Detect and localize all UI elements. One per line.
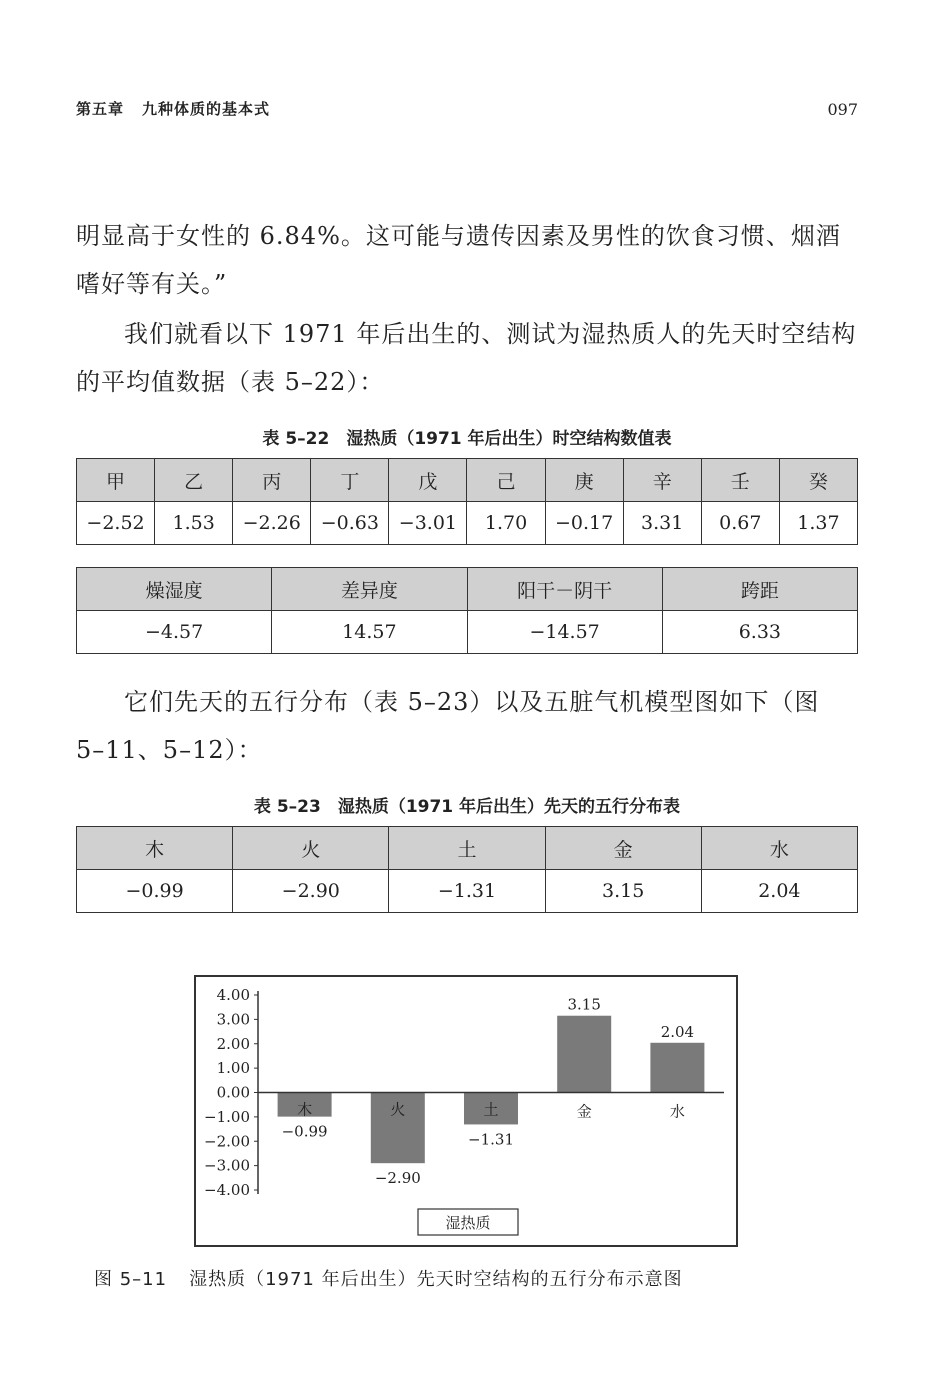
element-value-cell: −2.90 [233, 870, 389, 913]
stem-value-cell: −2.52 [77, 502, 155, 545]
stem-header-cell: 辛 [623, 459, 701, 502]
bar-chart-svg [196, 977, 736, 1245]
y-tick-label: −2.00 [204, 1132, 250, 1151]
y-tick-label: 1.00 [216, 1059, 250, 1078]
element-header-cell: 火 [233, 827, 389, 870]
paragraph-line: 明显高于女性的 6.84%。这可能与遗传因素及男性的饮食习惯、烟酒 [76, 222, 841, 250]
stem-header-cell: 壬 [701, 459, 779, 502]
stem-header-cell: 己 [467, 459, 545, 502]
element-value-cell: 3.15 [545, 870, 701, 913]
stem-header-cell: 丁 [311, 459, 389, 502]
stem-value-cell: −0.17 [545, 502, 623, 545]
paragraph-line: 它们先天的五行分布（表 5–23）以及五脏气机模型图如下（图 [124, 688, 820, 716]
table-22-stems [76, 458, 858, 545]
metric-header-cell: 阳干－阴干 [467, 568, 662, 611]
table-22-metrics [76, 567, 858, 654]
paragraph-1 [76, 212, 858, 308]
five-elements-chart [194, 975, 738, 1247]
chapter-number: 第五章 [76, 100, 125, 118]
chapter-title: 九种体质的基本式 [142, 100, 271, 118]
element-header-cell: 木 [77, 827, 233, 870]
element-header-cell: 土 [389, 827, 545, 870]
metric-value-cell: −14.57 [467, 611, 662, 654]
bar [650, 1043, 704, 1093]
stem-header-cell: 乙 [155, 459, 233, 502]
figure-caption [94, 1265, 683, 1291]
category-label: 木 [297, 1100, 313, 1119]
table-row [77, 611, 858, 654]
figure-title: 湿热质（1971 年后出生）先天时空结构的五行分布示意图 [189, 1269, 683, 1290]
stem-header-cell: 癸 [779, 459, 857, 502]
metric-value-cell: 14.57 [272, 611, 467, 654]
element-header-cell: 水 [701, 827, 857, 870]
category-label: 火 [390, 1100, 406, 1119]
stem-value-cell: 1.37 [779, 502, 857, 545]
stem-value-cell: −2.26 [233, 502, 311, 545]
table-header-row [77, 827, 858, 870]
data-label: 3.15 [567, 995, 601, 1014]
figure-number: 图 5–11 [94, 1269, 168, 1290]
table-22-caption: 表 5–22 湿热质（1971 年后出生）时空结构数值表 [262, 429, 672, 449]
y-tick-label: 0.00 [216, 1083, 250, 1102]
y-tick-label: 3.00 [216, 1010, 250, 1029]
stem-value-cell: 1.53 [155, 502, 233, 545]
y-tick-label: 2.00 [216, 1034, 250, 1053]
page-number: 097 [827, 100, 858, 119]
table-row [77, 502, 858, 545]
element-value-cell: −1.31 [389, 870, 545, 913]
data-label: 2.04 [660, 1022, 695, 1041]
table-header-row [77, 459, 858, 502]
stem-value-cell: −3.01 [389, 502, 467, 545]
metric-header-cell: 跨距 [662, 568, 857, 611]
stem-value-cell: 3.31 [623, 502, 701, 545]
y-tick-label: −1.00 [204, 1107, 250, 1126]
paragraph-line: 嗜好等有关。” [76, 270, 228, 298]
metric-value-cell: −4.57 [77, 611, 272, 654]
y-tick-label: −4.00 [204, 1181, 250, 1199]
y-tick-label: −3.00 [204, 1156, 250, 1175]
stem-value-cell: 0.67 [701, 502, 779, 545]
metric-header-cell: 差异度 [272, 568, 467, 611]
paragraph-line: 的平均值数据（表 5–22）： [76, 368, 385, 396]
table-header-row [77, 568, 858, 611]
stem-value-cell: −0.63 [311, 502, 389, 545]
data-label: −1.31 [468, 1130, 514, 1149]
page-header [76, 98, 858, 119]
data-label: −0.99 [281, 1122, 328, 1141]
stem-header-cell: 丙 [233, 459, 311, 502]
bar [557, 1016, 611, 1093]
table-23-five-elements [76, 826, 858, 913]
paragraph-line: 5–11、5–12）： [76, 736, 263, 764]
table-row [77, 870, 858, 913]
paragraph-3 [76, 678, 858, 774]
table-23-caption: 表 5–23 湿热质（1971 年后出生）先天的五行分布表 [253, 797, 681, 817]
stem-header-cell: 戊 [389, 459, 467, 502]
category-label: 水 [669, 1102, 685, 1121]
paragraph-2 [76, 310, 858, 406]
legend-label: 湿热质 [445, 1214, 491, 1232]
category-label: 金 [576, 1102, 592, 1121]
element-header-cell: 金 [545, 827, 701, 870]
metric-value-cell: 6.33 [662, 611, 857, 654]
chapter-heading [76, 100, 288, 118]
paragraph-line: 我们就看以下 1971 年后出生的、测试为湿热质人的先天时空结构 [124, 320, 857, 348]
y-tick-label: 4.00 [216, 986, 250, 1004]
stem-header-cell: 庚 [545, 459, 623, 502]
stem-header-cell: 甲 [77, 459, 155, 502]
metric-header-cell: 燥湿度 [77, 568, 272, 611]
stem-value-cell: 1.70 [467, 502, 545, 545]
data-label: −2.90 [374, 1169, 421, 1188]
category-label: 土 [483, 1100, 499, 1119]
element-value-cell: −0.99 [77, 870, 233, 913]
element-value-cell: 2.04 [701, 870, 857, 913]
